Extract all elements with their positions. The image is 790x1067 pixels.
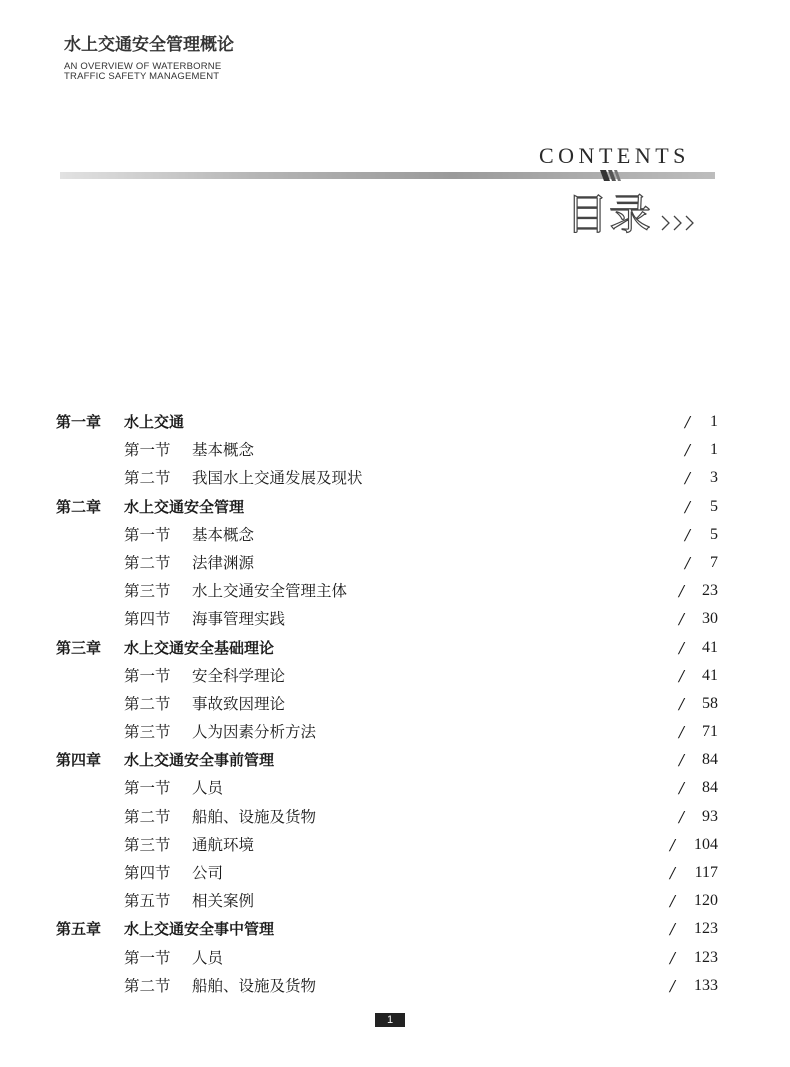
page-separator: / xyxy=(670,976,676,995)
page-separator: / xyxy=(685,441,691,460)
book-header xyxy=(64,34,234,82)
toc-section-row[interactable] xyxy=(0,833,790,861)
chapter-title: 水上交通安全基础理论 xyxy=(124,638,275,657)
section-title: 人员 xyxy=(192,948,224,967)
section-number: 第五节 xyxy=(124,892,171,911)
toc-chapter-row[interactable] xyxy=(0,410,790,438)
page-separator: / xyxy=(679,751,685,770)
chapter-title: 水上交通 xyxy=(124,413,185,431)
section-number: 第四节 xyxy=(124,610,171,629)
section-number: 第三节 xyxy=(124,582,171,601)
page-ref: 71 xyxy=(702,723,718,741)
section-title: 人员 xyxy=(192,779,224,798)
page-separator: / xyxy=(679,779,685,798)
chapter-title: 水上交通安全管理 xyxy=(124,497,245,516)
section-title: 相关案例 xyxy=(192,892,255,911)
section-title: 基本概念 xyxy=(192,525,255,544)
page-separator: / xyxy=(685,469,691,488)
page-separator: / xyxy=(685,413,691,431)
section-number: 第三节 xyxy=(124,835,171,854)
page-number: 1 xyxy=(375,1013,405,1027)
section-title: 法律渊源 xyxy=(192,553,255,572)
section-number: 第二节 xyxy=(124,469,171,488)
book-subtitle-line-1: AN OVERVIEW OF WATERBORNE xyxy=(64,61,222,72)
section-number: 第二节 xyxy=(124,553,171,572)
page-separator: / xyxy=(685,497,691,516)
section-number: 第一节 xyxy=(124,779,171,798)
page-separator: / xyxy=(679,610,685,629)
section-title: 船舶、设施及货物 xyxy=(192,807,317,826)
page-separator: / xyxy=(679,807,685,826)
toc-chapter-row[interactable] xyxy=(0,748,790,776)
page-ref: 133 xyxy=(694,976,718,994)
page-separator: / xyxy=(670,864,676,882)
page-separator: / xyxy=(679,582,685,601)
chapter-number: 第五章 xyxy=(56,920,102,939)
chapter-title: 水上交通安全事前管理 xyxy=(124,751,275,770)
page-ref: 5 xyxy=(710,525,718,543)
page-ref: 41 xyxy=(702,638,718,656)
section-title: 安全科学理论 xyxy=(192,666,286,685)
toc-section-row[interactable] xyxy=(0,889,790,917)
chapter-number: 第四章 xyxy=(56,751,102,770)
table-of-contents xyxy=(0,410,790,1002)
page-ref: 117 xyxy=(694,864,718,881)
page-separator: / xyxy=(679,723,685,742)
mulu-heading: 目录 xyxy=(566,190,653,239)
toc-chapter-row[interactable] xyxy=(0,917,790,945)
chapter-title: 水上交通安全事中管理 xyxy=(124,920,275,939)
toc-section-row[interactable] xyxy=(0,692,790,720)
book-subtitle-line-2: TRAFFIC SAFETY MANAGEMENT xyxy=(64,71,220,82)
section-title: 我国水上交通发展及现状 xyxy=(192,469,363,488)
page-separator: / xyxy=(685,525,691,544)
toc-section-row[interactable] xyxy=(0,551,790,579)
page-ref: 1 xyxy=(710,413,718,430)
toc-section-row[interactable] xyxy=(0,607,790,635)
section-title: 人为因素分析方法 xyxy=(192,723,317,742)
page-ref: 1 xyxy=(710,441,718,459)
toc-section-row[interactable] xyxy=(0,579,790,607)
section-number: 第一节 xyxy=(124,525,171,544)
section-number: 第三节 xyxy=(124,723,171,742)
rule-stripe-mark xyxy=(596,170,630,181)
section-title: 事故致因理论 xyxy=(192,694,286,713)
toc-section-row[interactable] xyxy=(0,861,790,889)
section-number: 第一节 xyxy=(124,441,171,460)
page-ref: 84 xyxy=(702,751,718,769)
page-separator: / xyxy=(679,638,685,657)
toc-section-row[interactable] xyxy=(0,974,790,1002)
section-number: 第一节 xyxy=(124,666,171,685)
section-number: 第二节 xyxy=(124,976,171,995)
page-separator: / xyxy=(679,666,685,685)
toc-section-row[interactable] xyxy=(0,776,790,804)
page-separator: / xyxy=(670,920,676,939)
toc-section-row[interactable] xyxy=(0,523,790,551)
page-ref: 41 xyxy=(702,666,718,684)
page-ref: 3 xyxy=(710,469,718,487)
toc-chapter-row[interactable] xyxy=(0,636,790,664)
toc-section-row[interactable] xyxy=(0,946,790,974)
page-ref: 7 xyxy=(710,553,718,571)
section-number: 第四节 xyxy=(124,864,171,882)
page-separator: / xyxy=(670,948,676,967)
page-separator: / xyxy=(670,892,676,911)
book-title: 水上交通安全管理概论 xyxy=(64,35,234,55)
section-number: 第二节 xyxy=(124,807,171,826)
page-ref: 30 xyxy=(702,610,718,628)
section-number: 第二节 xyxy=(124,694,171,713)
page-ref: 84 xyxy=(702,779,718,797)
toc-section-row[interactable] xyxy=(0,720,790,748)
toc-section-row[interactable] xyxy=(0,664,790,692)
page-separator: / xyxy=(685,553,691,572)
page-ref: 5 xyxy=(710,497,718,515)
page-separator: / xyxy=(679,694,685,713)
section-number: 第一节 xyxy=(124,948,171,967)
page-separator: / xyxy=(670,835,676,854)
section-title: 通航环境 xyxy=(192,835,255,854)
section-title: 公司 xyxy=(192,864,224,882)
section-title: 水上交通安全管理主体 xyxy=(192,582,348,601)
page-ref: 104 xyxy=(694,835,718,853)
page-ref: 58 xyxy=(702,694,718,712)
chapter-number: 第二章 xyxy=(56,497,102,516)
toc-section-row[interactable] xyxy=(0,805,790,833)
page-ref: 123 xyxy=(694,920,718,938)
toc-section-row[interactable] xyxy=(0,466,790,494)
section-title: 海事管理实践 xyxy=(192,610,286,629)
section-title: 基本概念 xyxy=(192,441,255,460)
toc-section-row[interactable] xyxy=(0,438,790,466)
page-ref: 23 xyxy=(702,582,718,600)
book-subtitle xyxy=(64,62,234,82)
section-title: 船舶、设施及货物 xyxy=(192,976,317,995)
page-ref: 93 xyxy=(702,807,718,825)
page-ref: 120 xyxy=(694,892,718,910)
chapter-number: 第一章 xyxy=(56,413,102,431)
toc-chapter-row[interactable] xyxy=(0,495,790,523)
chapter-number: 第三章 xyxy=(56,638,102,657)
triple-chevron-icon xyxy=(660,213,700,233)
contents-heading: CONTENTS xyxy=(539,143,690,168)
page-ref: 123 xyxy=(694,948,718,966)
